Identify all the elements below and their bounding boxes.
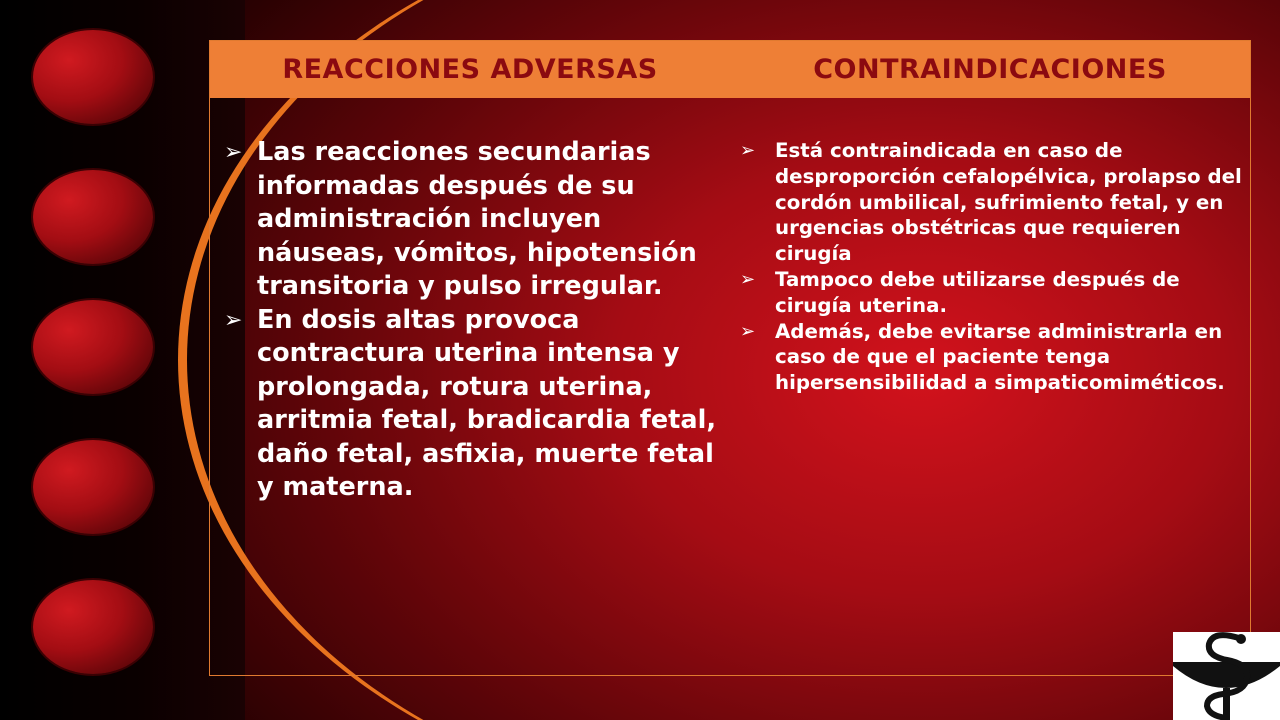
- decor-oval: [33, 300, 153, 394]
- list-item-text: Las reacciones secundarias informadas después de su administración incluyen náuseas, vómitos, hipotensión transitoria y pulso irregular.: [257, 137, 697, 301]
- list-item: [224, 136, 724, 304]
- list-item: [740, 138, 1245, 267]
- pharmacy-caduceus-icon: [1173, 632, 1280, 720]
- table-header: [210, 41, 1250, 98]
- arrow-bullet-icon: ➢: [740, 140, 756, 161]
- list-item-text: En dosis altas provoca contractura uterina intensa y prolongada, rotura uterina, arritmia fetal, bradicardia fetal, daño fetal, asfixia, muerte fetal y materna.: [257, 304, 716, 502]
- arrow-bullet-icon: ➢: [224, 140, 243, 165]
- header-contraindicaciones: CONTRAINDICACIONES: [813, 54, 1167, 85]
- list-item-text: Además, debe evitarse administrarla en caso de que el paciente tenga hipersensibilidad a simpaticomiméticos.: [775, 319, 1225, 395]
- list-item: [224, 304, 724, 505]
- decor-oval: [33, 440, 153, 534]
- list-item: [740, 267, 1245, 319]
- arrow-bullet-icon: ➢: [740, 320, 756, 342]
- content-table: [209, 40, 1251, 676]
- arrow-bullet-icon: ➢: [740, 268, 756, 290]
- list-item-text: Tampoco debe utilizarse después de cirugía uterina.: [775, 267, 1180, 317]
- arrow-bullet-icon: ➢: [224, 307, 243, 333]
- contraindications-list: [740, 138, 1245, 396]
- decor-oval: [33, 30, 153, 124]
- header-reacciones-adversas: REACCIONES ADVERSAS: [282, 54, 658, 85]
- list-item: [740, 319, 1245, 396]
- adverse-reactions-list: [224, 136, 724, 505]
- list-item-text: Está contraindicada en caso de desproporción cefalopélvica, prolapso del cordón umbilical, sufrimiento fetal, y en urgencias obstétricas que requieren cirugía: [775, 139, 1242, 266]
- decor-oval: [33, 580, 153, 674]
- decor-oval: [33, 170, 153, 264]
